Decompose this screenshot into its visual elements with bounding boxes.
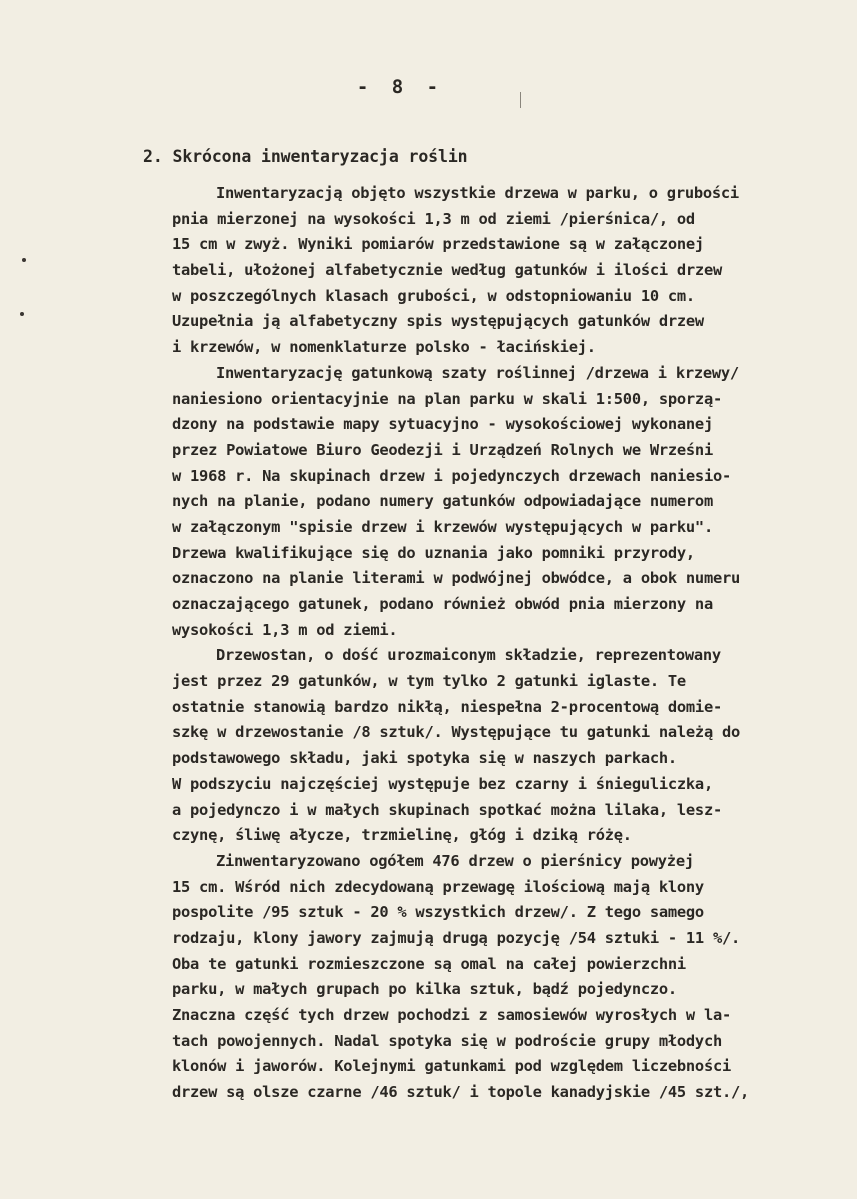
text-line: dzony na podstawie mapy sytuacyjno - wysokościowej wykonanej xyxy=(172,415,713,434)
text-line: w załączonym "spisie drzew i krzewów występujących w parku". xyxy=(172,517,713,536)
body-text xyxy=(172,181,857,1106)
text-line: w 1968 r. Na skupinach drzew i pojedynczych drzewach naniesio- xyxy=(172,466,731,485)
text-line: oznaczającego gatunek, podano również obwód pnia mierzony na xyxy=(172,595,713,613)
text-line: podstawowego składu, jaki spotyka się w naszych parkach. xyxy=(172,749,677,768)
text-line: czynę, śliwę ałycze, trzmielinę, głóg i dziką różę. xyxy=(172,826,632,845)
text-line: przez Powiatowe Biuro Geodezji i Urządzeń Rolnych we Wrześni xyxy=(172,440,713,459)
text-line: a pojedynczo i w małych skupinach spotkać można lilaka, lesz- xyxy=(172,800,722,819)
text-line: Uzupełnia ją alfabetyczny spis występujących gatunków drzew xyxy=(172,312,704,331)
text-line: naniesiono orientacyjnie na plan parku w skali 1:500, sporzą- xyxy=(172,389,722,408)
text-line: tabeli, ułożonej alfabetycznie według gatunków i ilości drzew xyxy=(172,261,722,280)
text-line: i krzewów, w nomenklaturze polsko - łacińskiej. xyxy=(172,338,596,357)
text-line: w poszczególnych klasach grubości, w odstopniowaniu 10 cm. xyxy=(172,286,695,305)
text-line: Inwentaryzacją objęto wszystkie drzewa w parku, o grubości xyxy=(216,184,739,202)
text-line: tach powojennych. Nadal spotyka się w podroście grupy młodych xyxy=(172,1031,722,1050)
text-line: pospolite /95 sztuk - 20 % wszystkich drzew/. Z tego samego xyxy=(172,903,704,922)
text-line: 15 cm w zwyż. Wyniki pomiarów przedstawione są w załączonej xyxy=(172,235,704,254)
text-line: Drzewa kwalifikujące się do uznania jako pomniki przyrody, xyxy=(172,543,695,562)
text-line: Znaczna część tych drzew pochodzi z samosiewów wyrosłych w la- xyxy=(172,1006,731,1024)
text-line: Inwentaryzację gatunkową szaty roślinnej /drzewa i krzewy/ xyxy=(216,363,739,382)
text-line: jest przez 29 gatunków, w tym tylko 2 gatunki iglaste. Te xyxy=(172,672,686,691)
margin-dot xyxy=(20,312,24,316)
text-line: 15 cm. Wśród nich zdecydowaną przewagę ilościową mają klony xyxy=(172,877,704,896)
page-number: - 8 - xyxy=(356,76,445,98)
text-line: Oba te gatunki rozmieszczone są omal na całej powierzchni xyxy=(172,954,686,973)
text-line: drzew są olsze czarne /46 sztuk/ i topole kanadyjskie /45 szt./, xyxy=(172,1083,750,1102)
section-heading: 2. Skrócona inwentaryzacja roślin xyxy=(143,147,468,166)
text-line: ostatnie stanowią bardzo nikłą, niespełna 2-procentową domie- xyxy=(172,697,722,716)
text-line: rodzaju, klony jawory zajmują drugą pozycję /54 sztuki - 11 %/. xyxy=(172,928,741,947)
text-line: parku, w małych grupach po kilka sztuk, bądź pojedynczo. xyxy=(172,980,677,999)
text-line: Drzewostan, o dość urozmaiconym składzie, reprezentowany xyxy=(216,646,721,665)
text-line: oznaczono na planie literami w podwójnej obwódce, a obok numeru xyxy=(172,569,741,588)
margin-dot xyxy=(22,258,26,262)
text-line: nych na planie, podano numery gatunków odpowiadające numerom xyxy=(172,492,713,511)
text-line: Zinwentaryzowano ogółem 476 drzew o pierśnicy powyżej xyxy=(216,851,694,870)
text-line: W podszyciu najczęściej występuje bez czarny i śnieguliczka, xyxy=(172,774,713,793)
text-line: pnia mierzonej na wysokości 1,3 m od ziemi /pierśnica/, od xyxy=(172,209,695,228)
text-line: szkę w drzewostanie /8 sztuk/. Występujące tu gatunki należą do xyxy=(172,723,741,742)
text-line: wysokości 1,3 m od ziemi. xyxy=(172,620,398,639)
text-line: klonów i jaworów. Kolejnymi gatunkami pod względem liczebności xyxy=(172,1057,731,1076)
